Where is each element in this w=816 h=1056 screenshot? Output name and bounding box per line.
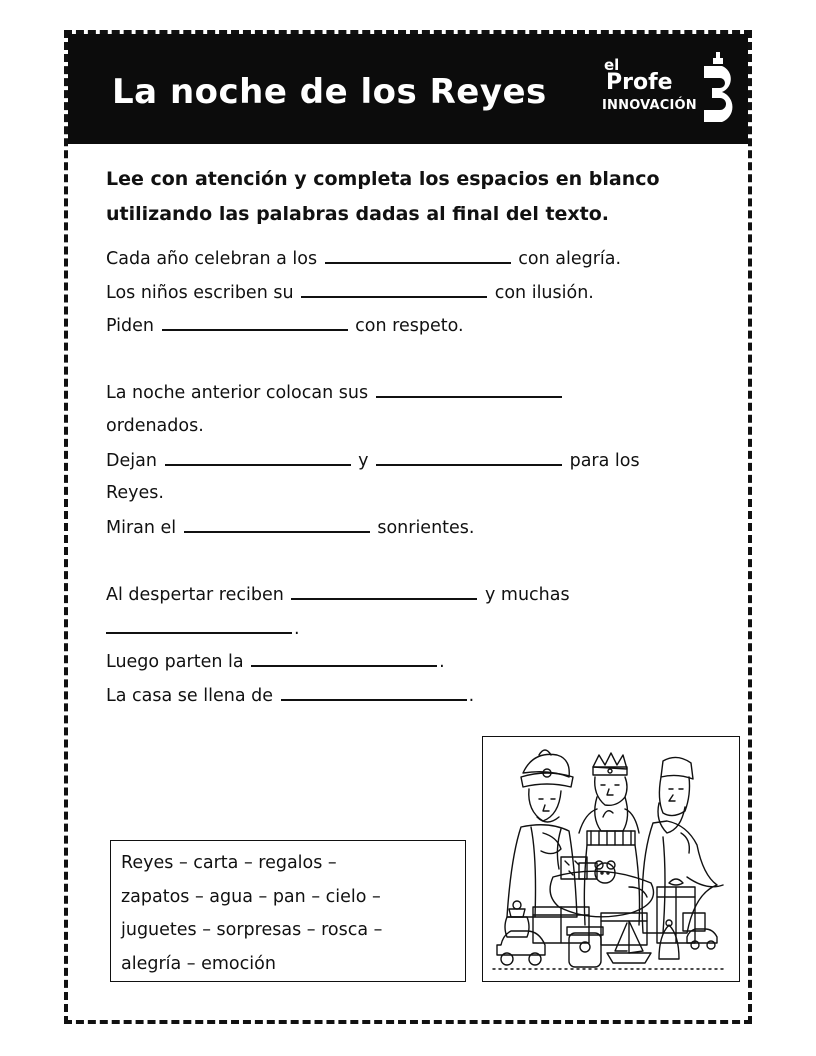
story-fragment: para los xyxy=(569,450,640,471)
story-line xyxy=(106,276,706,310)
word-bank-line: juguetes – sorpresas – rosca – xyxy=(121,920,383,941)
story-fragment: Cada año celebran a los xyxy=(106,249,318,269)
word-bank-line: Reyes – carta – regalos – xyxy=(121,853,337,873)
paragraph-gap xyxy=(106,343,706,377)
story-line xyxy=(106,578,706,612)
three-kings-coloring-illustration-icon xyxy=(483,737,738,980)
story-fragment: con alegría. xyxy=(518,249,622,269)
story-fragment: con ilusión. xyxy=(494,282,594,303)
header-bar xyxy=(68,34,748,144)
blank-field[interactable] xyxy=(162,309,348,331)
profe-innovacion-logo xyxy=(600,48,740,134)
story-fragment: Al despertar reciben xyxy=(106,584,284,605)
story-line xyxy=(106,645,706,679)
story-line xyxy=(106,477,706,511)
story-fragment: Miran el xyxy=(106,517,177,538)
word-bank-line: alegría – emoción xyxy=(121,953,276,974)
logo-el-text: el xyxy=(604,56,620,74)
worksheet xyxy=(64,30,752,1024)
paragraph-gap xyxy=(106,544,706,578)
blank-field[interactable] xyxy=(376,444,562,466)
story-line xyxy=(106,376,706,410)
story-fragment: ordenados. xyxy=(106,415,204,436)
story-fragment: Dejan xyxy=(106,450,157,471)
story-fragment: . xyxy=(468,685,475,706)
blank-field[interactable] xyxy=(165,444,351,466)
word-bank xyxy=(110,840,466,982)
story-fragment: Piden xyxy=(106,316,154,337)
story-line xyxy=(106,309,706,343)
story-line xyxy=(106,679,706,713)
story-fragment: y xyxy=(358,450,369,471)
blank-field[interactable] xyxy=(184,511,370,533)
logo-b-icon xyxy=(702,52,738,122)
story-text xyxy=(106,242,706,712)
blank-field[interactable] xyxy=(281,679,467,701)
story-fragment: Los niños escriben su xyxy=(106,282,294,303)
story-fragment: sonrientes. xyxy=(377,517,475,538)
logo-innovacion-text: INNOVACIÓN xyxy=(602,98,697,113)
story-line xyxy=(106,242,706,276)
instructions: Lee con atención y completa los espacios en blanco utilizando las palabras dadas al final del texto. xyxy=(106,168,660,225)
three-kings-illustration xyxy=(482,736,740,982)
page-title: La noche de los Reyes xyxy=(112,72,547,112)
blank-field[interactable] xyxy=(325,242,511,264)
story-fragment: Luego parten la xyxy=(106,652,244,673)
logo-profe-text: Profe xyxy=(606,70,673,95)
story-line xyxy=(106,612,706,646)
story-fragment: con respeto. xyxy=(355,316,464,337)
story-fragment: . xyxy=(294,618,300,639)
blank-field[interactable] xyxy=(251,645,437,667)
word-bank-line: zapatos – agua – pan – cielo – xyxy=(121,886,381,907)
story-fragment: La casa se llena de xyxy=(106,685,273,706)
story-line xyxy=(106,511,706,545)
story-fragment: y muchas xyxy=(485,584,570,605)
blank-field[interactable] xyxy=(106,612,292,634)
story-line xyxy=(106,444,706,478)
story-fragment: Reyes. xyxy=(106,483,164,504)
story-fragment: . xyxy=(439,652,445,673)
story-line xyxy=(106,410,706,444)
blank-field[interactable] xyxy=(376,376,562,398)
story-fragment: La noche anterior colocan sus xyxy=(106,383,369,404)
blank-field[interactable] xyxy=(301,276,487,298)
blank-field[interactable] xyxy=(291,578,477,600)
